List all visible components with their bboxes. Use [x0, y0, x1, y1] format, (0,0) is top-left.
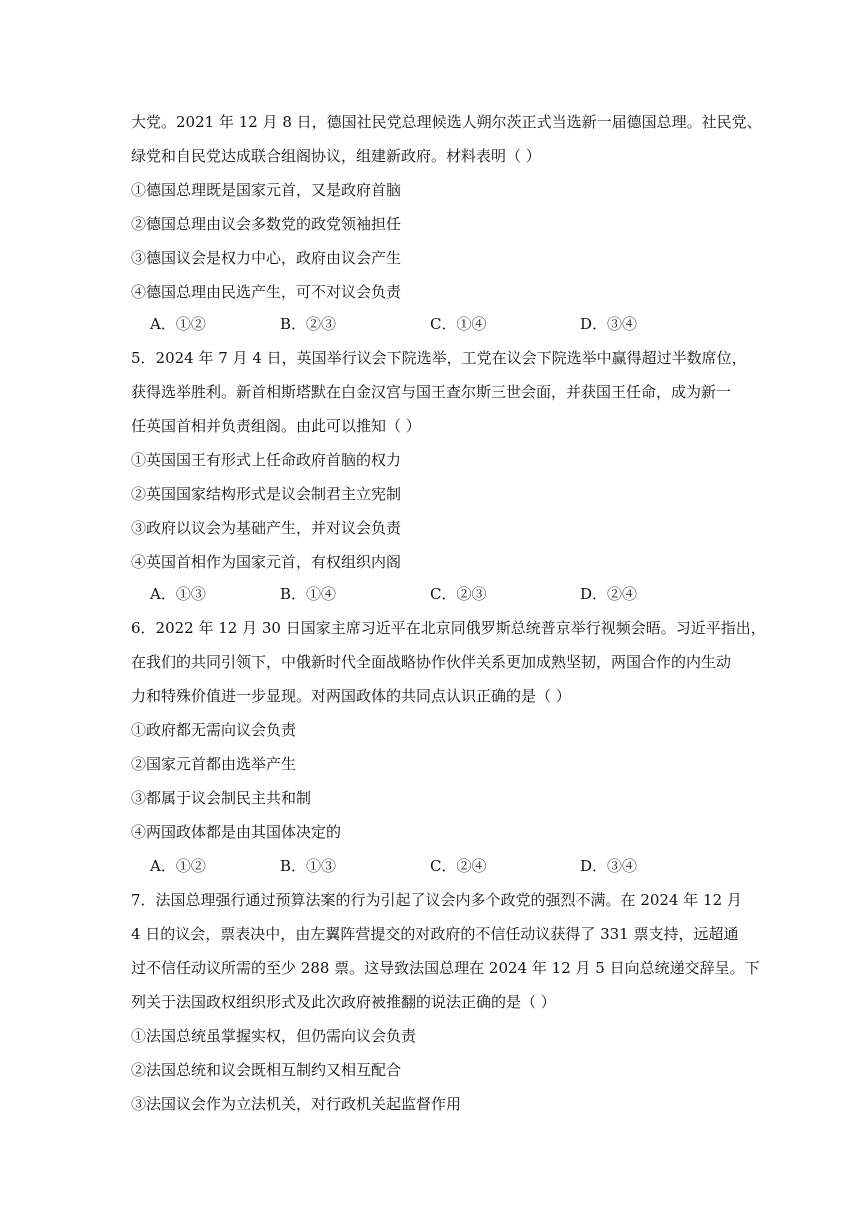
q5-item-1: ①英国国王有形式上任命政府首脑的权力 [131, 451, 402, 469]
q6-stem-line-3: 力和特殊价值进一步显现。对两国政体的共同点认识正确的是（ ） [131, 687, 571, 705]
q6-option-c: C．②④ [430, 857, 487, 875]
q5-option-b: B．①④ [280, 585, 337, 603]
q7-stem-line-3: 过不信任动议所需的至少 288 票。这导致法国总理在 2024 年 12 月 5 日向总统递交辞呈。下 [131, 959, 760, 977]
q4-option-c: C．①④ [430, 315, 487, 333]
q5-item-4: ④英国首相作为国家元首，有权组织内阁 [131, 553, 402, 571]
q6-stem-line-1: 6．2022 年 12 月 30 日国家主席习近平在北京同俄罗斯总统普京举行视频会晤。习近平指出， [131, 619, 766, 637]
q6-item-4: ④两国政体都是由其国体决定的 [131, 823, 342, 841]
q7-item-3: ③法国议会作为立法机关，对行政机关起监督作用 [131, 1095, 462, 1113]
q4-option-a: A．①② [150, 315, 206, 333]
q7-item-1: ①法国总统虽掌握实权，但仍需向议会负责 [131, 1027, 417, 1045]
q4-option-b: B．②③ [280, 315, 337, 333]
q5-option-c: C．②③ [430, 585, 487, 603]
q4-item-2: ②德国总理由议会多数党的政党领袖担任 [131, 215, 402, 233]
q5-option-d: D．②④ [580, 585, 638, 603]
q7-stem-line-2: 4 日的议会，票表决中，由左翼阵营提交的对政府的不信任动议获得了 331 票支持，远超通 [131, 925, 739, 943]
q6-item-3: ③都属于议会制民主共和制 [131, 789, 312, 807]
q4-stem-line-1: 大党。2021 年 12 月 8 日，德国社民党总理候选人朔尔茨正式当选新一届德国总理。社民党、 [131, 113, 762, 131]
q6-item-2: ②国家元首都由选举产生 [131, 755, 297, 773]
q7-stem-line-4: 列关于法国政权组织形式及此次政府被推翻的说法正确的是（ ） [131, 993, 556, 1011]
q4-item-4: ④德国总理由民选产生，可不对议会负责 [131, 283, 402, 301]
q4-options [150, 314, 750, 334]
q4-stem-line-2: 绿党和自民党达成联合组阁协议，组建新政府。材料表明（ ） [131, 147, 541, 165]
q6-options [150, 856, 750, 876]
q5-item-2: ②英国国家结构形式是议会制君主立宪制 [131, 485, 402, 503]
q5-option-a: A．①③ [150, 585, 206, 603]
q6-option-a: A．①② [150, 857, 206, 875]
q5-options [150, 584, 750, 604]
q5-stem-line-3: 任英国首相并负责组阁。由此可以推知（ ） [131, 417, 421, 435]
q7-stem-line-1: 7．法国总理强行通过预算法案的行为引起了议会内多个政党的强烈不满。在 2024 年 12 月 [131, 891, 742, 909]
q5-stem-line-2: 获得选举胜利。新首相斯塔默在白金汉宫与国王查尔斯三世会面，并获国王任命，成为新一 [131, 383, 732, 401]
q7-item-2: ②法国总统和议会既相互制约又相互配合 [131, 1061, 402, 1079]
q4-item-3: ③德国议会是权力中心，政府由议会产生 [131, 249, 402, 267]
q6-item-1: ①政府都无需向议会负责 [131, 721, 297, 739]
q4-option-d: D．③④ [580, 315, 638, 333]
q4-item-1: ①德国总理既是国家元首，又是政府首脑 [131, 181, 402, 199]
q6-option-b: B．①③ [280, 857, 337, 875]
q5-item-3: ③政府以议会为基础产生，并对议会负责 [131, 519, 402, 537]
q6-option-d: D．③④ [580, 857, 638, 875]
q5-stem-line-1: 5．2024 年 7 月 4 日，英国举行议会下院选举，工党在议会下院选举中赢得超过半数席位， [131, 349, 747, 367]
q6-stem-line-2: 在我们的共同引领下，中俄新时代全面战略协作伙伴关系更加成熟坚韧，两国合作的内生动 [131, 653, 732, 671]
